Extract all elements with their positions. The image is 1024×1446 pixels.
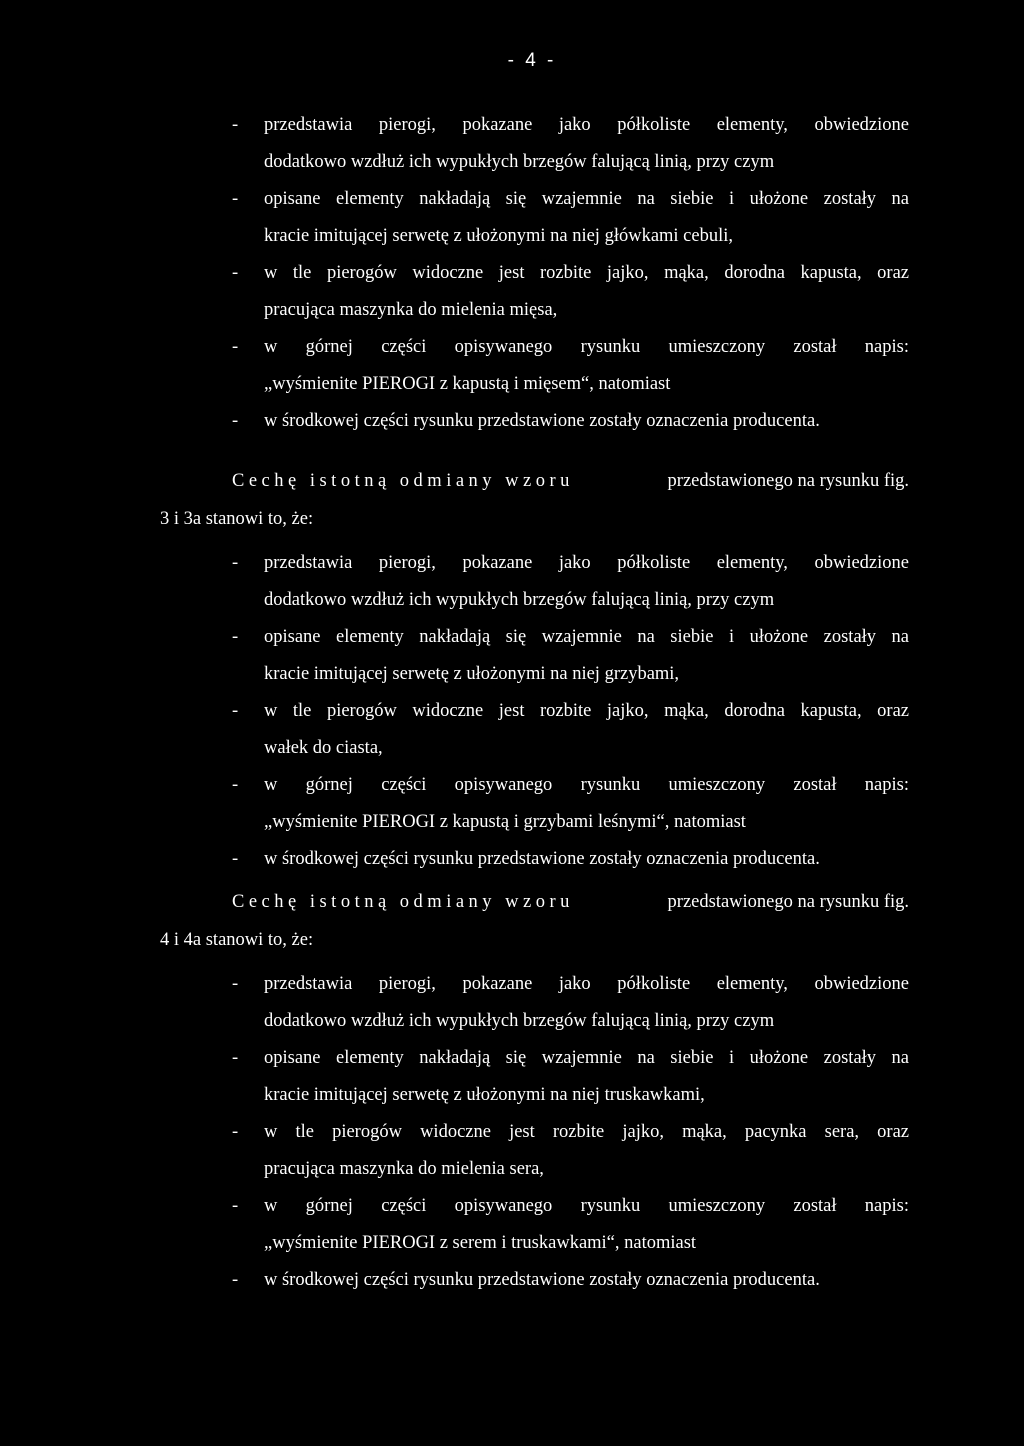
list-item-text: w górnej części opisywanego rysunku umieszczony został napis:	[264, 775, 909, 795]
list-item-text: przedstawia pierogi, pokazane jako półkoliste elementy, obwiedzione	[264, 974, 909, 994]
list-item-text: w tle pierogów widoczne jest rozbite jajko, mąka, dorodna kapusta, oraz	[264, 701, 909, 721]
section-heading-rest: przedstawionego na rysunku fig.	[667, 892, 909, 912]
list-dash: -	[232, 189, 239, 209]
list-item-text: w środkowej części rysunku przedstawione zostały oznaczenia producenta.	[264, 1270, 820, 1290]
list-item-text: opisane elementy nakładają się wzajemnie na siebie i ułożone zostały na	[264, 189, 909, 209]
list-dash: -	[232, 701, 239, 721]
list-item-continuation-text: „wyśmienite PIEROGI z kapustą i mięsem“, natomiast	[264, 374, 671, 394]
list-item-continuation-text: dodatkowo wzdłuż ich wypukłych brzegów falującą linią, przy czym	[264, 590, 775, 610]
list-dash: -	[232, 115, 239, 135]
list-item-continuation-text: wałek do ciasta,	[264, 738, 383, 758]
list-item-continuation-text: pracująca maszynka do mielenia sera,	[264, 1159, 544, 1179]
list-dash: -	[232, 1196, 239, 1216]
list-dash: -	[232, 263, 239, 283]
list-item-text: przedstawia pierogi, pokazane jako półkoliste elementy, obwiedzione	[264, 115, 909, 135]
list-dash: -	[232, 1122, 239, 1142]
list-item-text: opisane elementy nakładają się wzajemnie na siebie i ułożone zostały na	[264, 627, 909, 647]
list-dash: -	[232, 553, 239, 573]
list-item-text: w środkowej części rysunku przedstawione zostały oznaczenia producenta.	[264, 411, 820, 431]
list-item-text: przedstawia pierogi, pokazane jako półkoliste elementy, obwiedzione	[264, 553, 909, 573]
list-dash: -	[232, 775, 239, 795]
list-dash: -	[232, 1048, 239, 1068]
list-dash: -	[232, 849, 239, 869]
list-item-continuation-text: kracie imitującej serwetę z ułożonymi na niej truskawkami,	[264, 1085, 705, 1105]
section-heading-continuation: 3 i 3a stanowi to, że:	[160, 509, 314, 529]
list-item-continuation-text: dodatkowo wzdłuż ich wypukłych brzegów falującą linią, przy czym	[264, 1011, 775, 1031]
list-dash: -	[232, 337, 239, 357]
list-item-continuation-text: kracie imitującej serwetę z ułożonymi na niej grzybami,	[264, 664, 680, 684]
list-dash: -	[232, 1270, 239, 1290]
list-dash: -	[232, 974, 239, 994]
list-item-continuation-text: „wyśmienite PIEROGI z kapustą i grzybami leśnymi“, natomiast	[264, 812, 746, 832]
list-item-continuation-text: „wyśmienite PIEROGI z serem i truskawkami“, natomiast	[264, 1233, 697, 1253]
page-number: - 4 -	[507, 50, 557, 71]
list-item-text: w tle pierogów widoczne jest rozbite jajko, mąka, dorodna kapusta, oraz	[264, 263, 909, 283]
list-item-text: w środkowej części rysunku przedstawione zostały oznaczenia producenta.	[264, 849, 820, 869]
list-item-text: w tle pierogów widoczne jest rozbite jajko, mąka, pacynka sera, oraz	[264, 1122, 909, 1142]
list-item-continuation-text: kracie imitującej serwetę z ułożonymi na niej główkami cebuli,	[264, 226, 734, 246]
section-heading-spaced: Cechę istotną odmiany wzoru	[232, 892, 574, 912]
list-item-continuation-text: pracująca maszynka do mielenia mięsa,	[264, 300, 558, 320]
section-heading-spaced: Cechę istotną odmiany wzoru	[232, 471, 574, 491]
list-item-continuation-text: dodatkowo wzdłuż ich wypukłych brzegów falującą linią, przy czym	[264, 152, 775, 172]
list-dash: -	[232, 627, 239, 647]
section-heading-rest: przedstawionego na rysunku fig.	[667, 471, 909, 491]
list-dash: -	[232, 411, 239, 431]
list-item-text: w górnej części opisywanego rysunku umieszczony został napis:	[264, 1196, 909, 1216]
list-item-text: opisane elementy nakładają się wzajemnie na siebie i ułożone zostały na	[264, 1048, 909, 1068]
list-item-text: w górnej części opisywanego rysunku umieszczony został napis:	[264, 337, 909, 357]
section-heading-continuation: 4 i 4a stanowi to, że:	[160, 930, 314, 950]
